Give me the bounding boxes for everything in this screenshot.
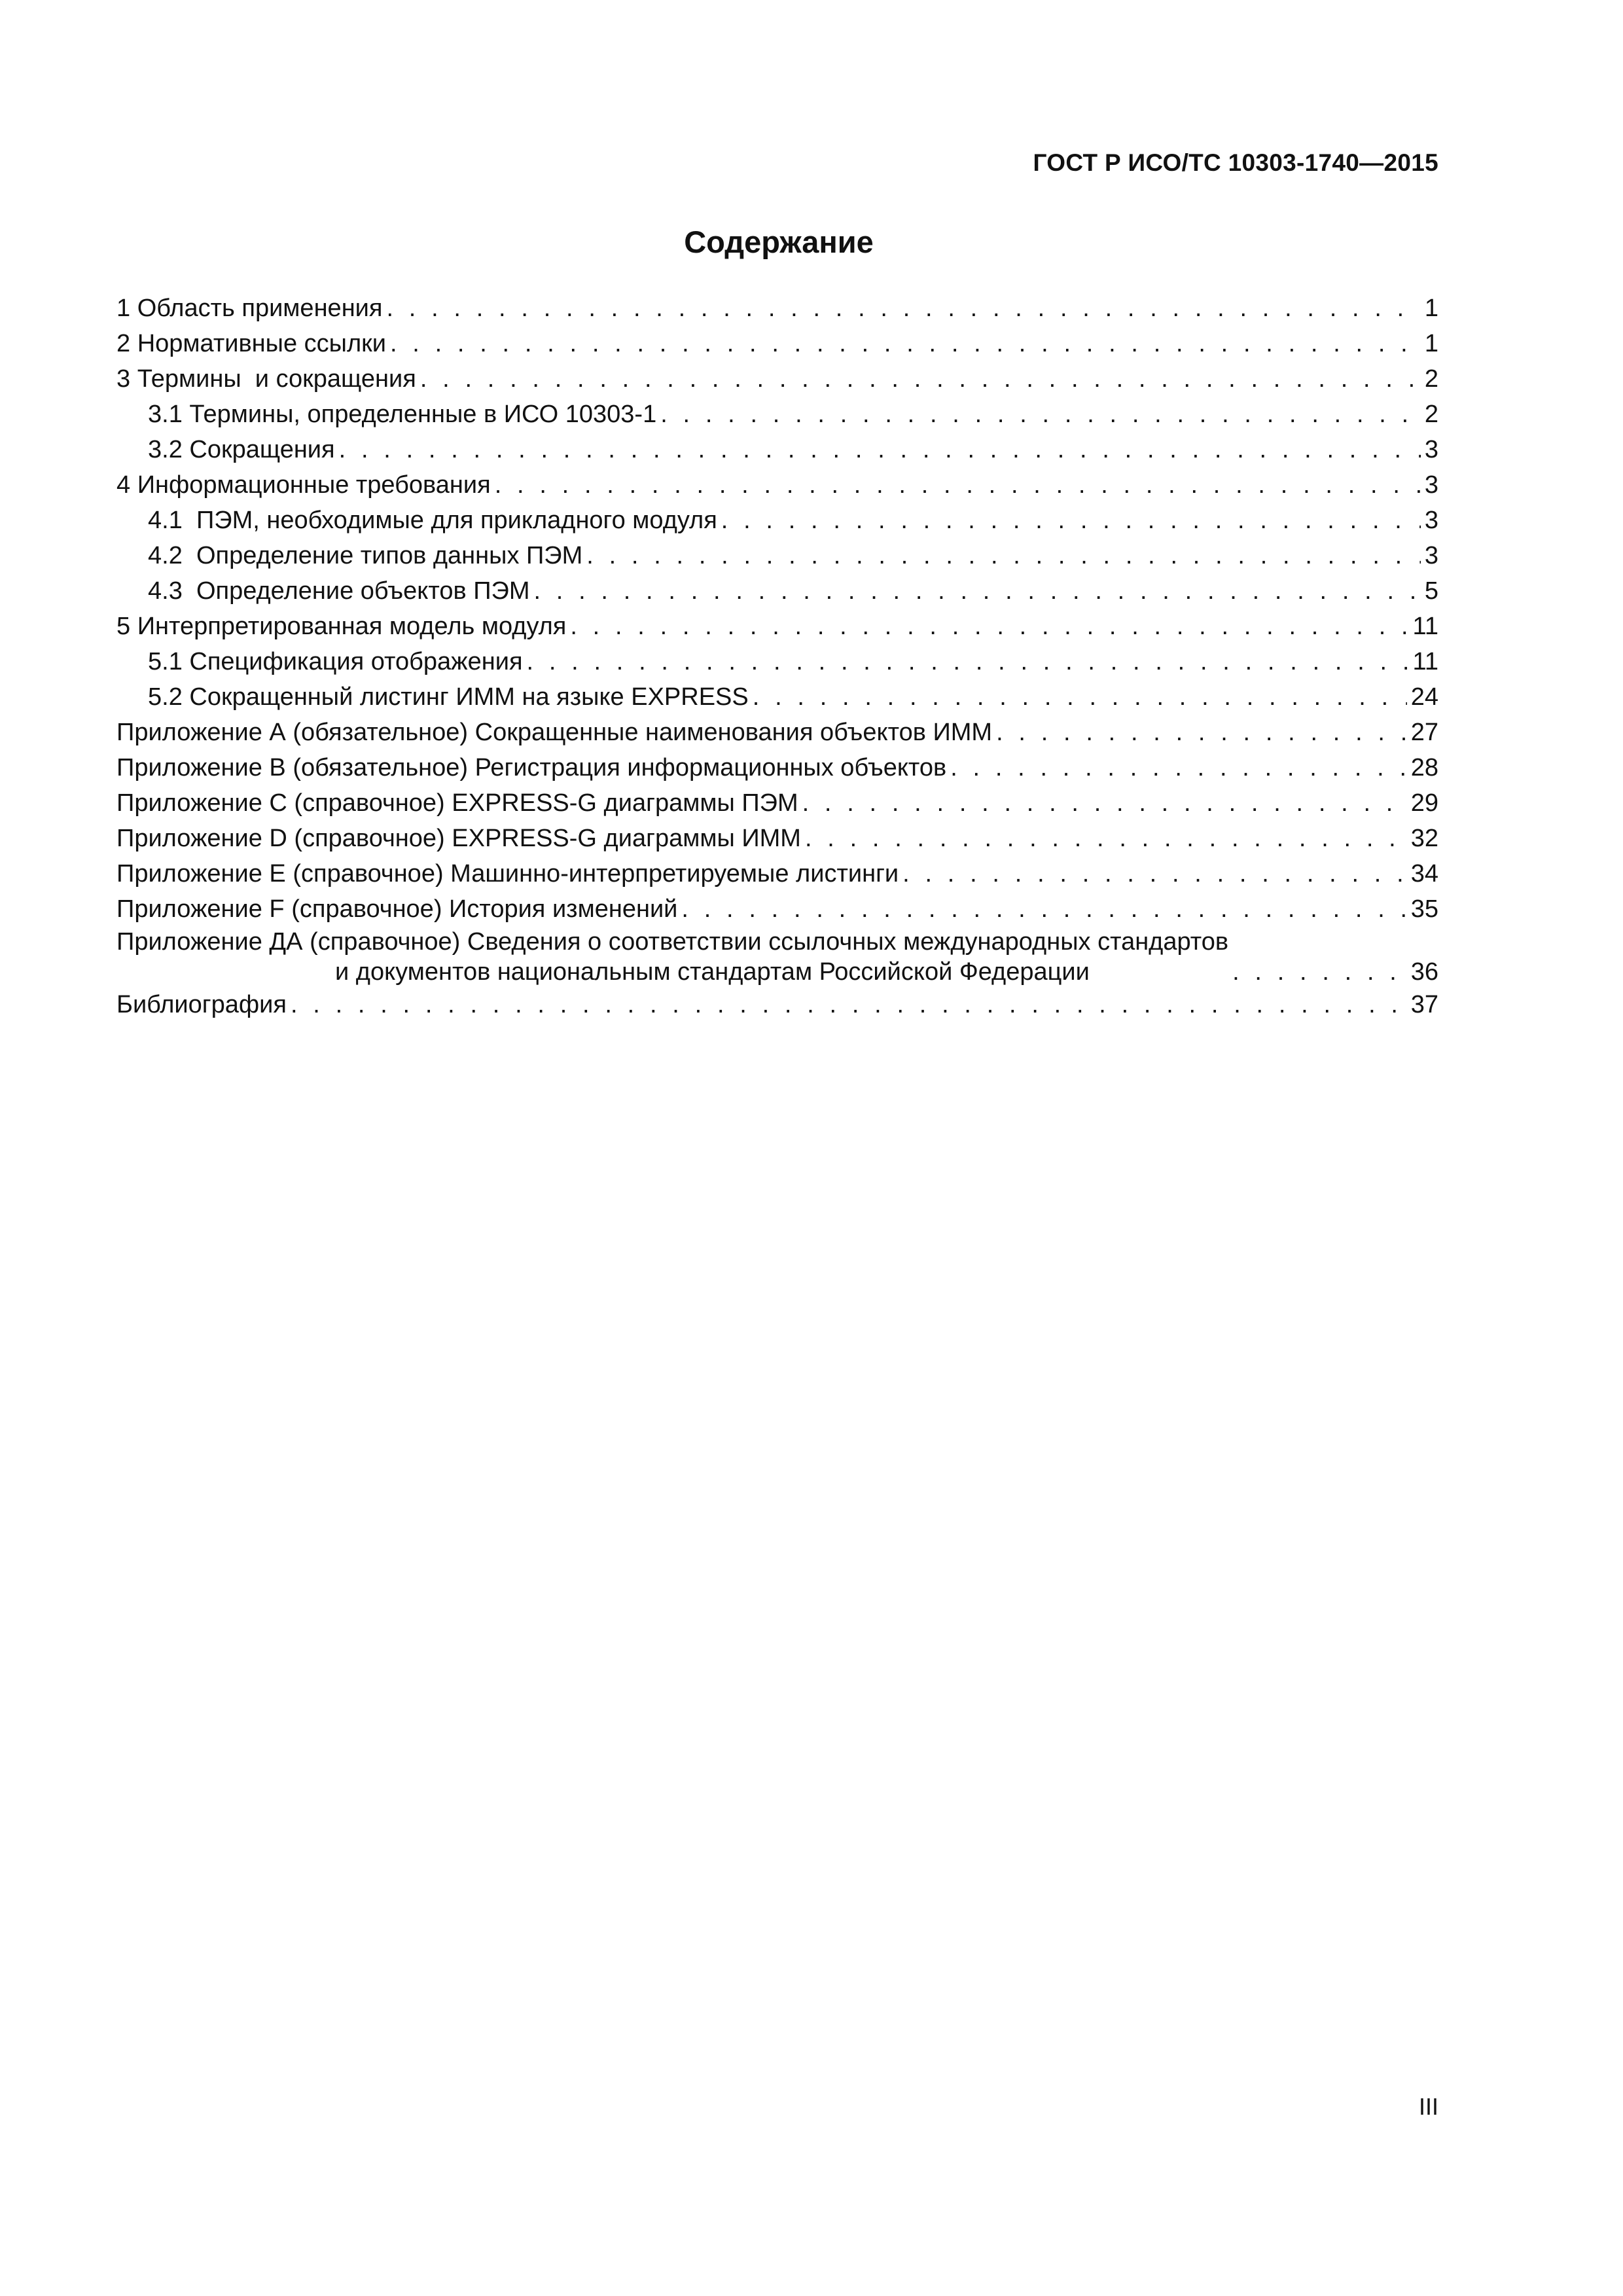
toc-entry-4-1[interactable] — [116, 503, 1438, 538]
dot-leader — [805, 821, 1407, 856]
dot-leader — [721, 503, 1421, 538]
toc-entry-label: Приложение D (справочное) EXPRESS-G диаграммы ИММ — [116, 825, 801, 852]
toc-entry-3-2[interactable] — [116, 432, 1438, 467]
toc-entry-label-continuation: и документов национальным стандартам Российской Федерации — [335, 958, 1090, 986]
toc-entry-1[interactable] — [116, 291, 1438, 326]
document-code: ГОСТ Р ИСО/ТС 10303-1740—2015 — [1033, 149, 1438, 176]
toc-entry-5-1[interactable] — [116, 644, 1438, 679]
toc-entry-4-3[interactable] — [116, 573, 1438, 609]
toc-entry-label: 1 Область применения — [116, 295, 383, 322]
toc-entry-label: 4.1 ПЭМ, необходимые для прикладного модуля — [148, 507, 717, 534]
toc-entry-3-1[interactable] — [116, 397, 1438, 432]
toc-entry-3[interactable] — [116, 361, 1438, 397]
toc-entry-page: 1 — [1424, 295, 1438, 322]
toc-entry-label: 3.1 Термины, определенные в ИСО 10303-1 — [148, 401, 657, 428]
dot-leader — [339, 432, 1421, 467]
dot-leader — [996, 715, 1407, 750]
toc-entry-page: 5 — [1424, 577, 1438, 605]
toc-entry-page: 11 — [1412, 613, 1438, 640]
toc-entry-page: 24 — [1410, 683, 1438, 711]
toc-entry-page: 34 — [1410, 860, 1438, 888]
dot-leader — [681, 891, 1406, 927]
toc-entry-annex-f[interactable] — [116, 891, 1438, 927]
toc-entry-page: 2 — [1424, 401, 1438, 428]
toc-entry-page: 28 — [1410, 754, 1438, 781]
toc-entry-page: 3 — [1424, 436, 1438, 463]
toc-entry-page: 2 — [1424, 365, 1438, 393]
toc-entry-page: 27 — [1410, 719, 1438, 746]
dot-leader — [527, 644, 1409, 679]
toc-entry-annex-e[interactable] — [116, 856, 1438, 891]
toc-entry-label: Приложение А (обязательное) Сокращенные наименования объектов ИММ — [116, 719, 993, 746]
toc-entry-label: Приложение ДА (справочное) Сведения о соответствии ссылочных международных стандартов — [116, 928, 1229, 956]
toc-entry-label: 2 Нормативные ссылки — [116, 330, 386, 357]
toc-entry-label: Приложение Е (справочное) Машинно-интерпретируемые листинги — [116, 860, 899, 888]
toc-entry-page: 29 — [1410, 789, 1438, 817]
toc-entry-annex-a[interactable] — [116, 715, 1438, 750]
toc-entry-bibliography[interactable] — [116, 987, 1438, 1022]
toc-entry-label: 4.2 Определение типов данных ПЭМ — [148, 542, 583, 569]
toc-entry-page: 3 — [1424, 471, 1438, 499]
dot-leader — [495, 467, 1421, 503]
toc-entry-label: Приложение F (справочное) История изменений — [116, 895, 678, 923]
dot-leader — [291, 987, 1407, 1022]
toc-entry-5-2[interactable] — [116, 679, 1438, 715]
toc-entry-2[interactable] — [116, 326, 1438, 361]
toc-entry-label: 3 Термины и сокращения — [116, 365, 416, 393]
dot-leader — [570, 609, 1408, 644]
toc-title: Содержание — [684, 224, 874, 259]
toc-entry-4[interactable] — [116, 467, 1438, 503]
toc-entry-label: 5.2 Сокращенный листинг ИММ на языке EXPRESS — [148, 683, 749, 711]
dot-leader — [386, 291, 1420, 326]
toc-entry-page: 36 — [1410, 958, 1438, 986]
toc-entry-page: 35 — [1410, 895, 1438, 923]
toc-entry-label: Библиография — [116, 991, 287, 1018]
dot-leader — [802, 785, 1407, 821]
dot-leader — [390, 326, 1421, 361]
toc-entry-label: 4.3 Определение объектов ПЭМ — [148, 577, 530, 605]
dot-leader — [950, 750, 1407, 785]
toc-entry-label: 3.2 Сокращения — [148, 436, 335, 463]
toc-entry-page: 1 — [1424, 330, 1438, 357]
toc-entry-page: 32 — [1410, 825, 1438, 852]
toc-entry-annex-da[interactable] — [116, 927, 1438, 987]
toc-entry-page: 11 — [1412, 648, 1438, 675]
toc-entry-page: 37 — [1410, 991, 1438, 1018]
toc-entry-4-2[interactable] — [116, 538, 1438, 573]
toc-entry-page: 3 — [1424, 507, 1438, 534]
toc-entry-page: 3 — [1424, 542, 1438, 569]
dot-leader — [753, 679, 1407, 715]
dot-leader — [660, 397, 1421, 432]
toc-entry-5[interactable] — [116, 609, 1438, 644]
table-of-contents — [116, 291, 1438, 1022]
dot-leader — [586, 538, 1421, 573]
toc-entry-label: Приложение В (обязательное) Регистрация информационных объектов — [116, 754, 947, 781]
toc-entry-annex-b[interactable] — [116, 750, 1438, 785]
toc-entry-annex-c[interactable] — [116, 785, 1438, 821]
toc-entry-label: 4 Информационные требования — [116, 471, 491, 499]
dot-leader — [420, 361, 1421, 397]
toc-entry-label: 5 Интерпретированная модель модуля — [116, 613, 567, 640]
dot-leader — [533, 573, 1420, 609]
page-number: III — [1418, 2093, 1438, 2120]
dot-leader — [902, 856, 1407, 891]
toc-entry-annex-d[interactable] — [116, 821, 1438, 856]
toc-entry-multiline-label — [116, 927, 1228, 987]
dot-leader — [1232, 957, 1407, 987]
toc-entry-label: 5.1 Спецификация отображения — [148, 648, 523, 675]
toc-entry-label: Приложение С (справочное) EXPRESS-G диаграммы ПЭМ — [116, 789, 798, 817]
